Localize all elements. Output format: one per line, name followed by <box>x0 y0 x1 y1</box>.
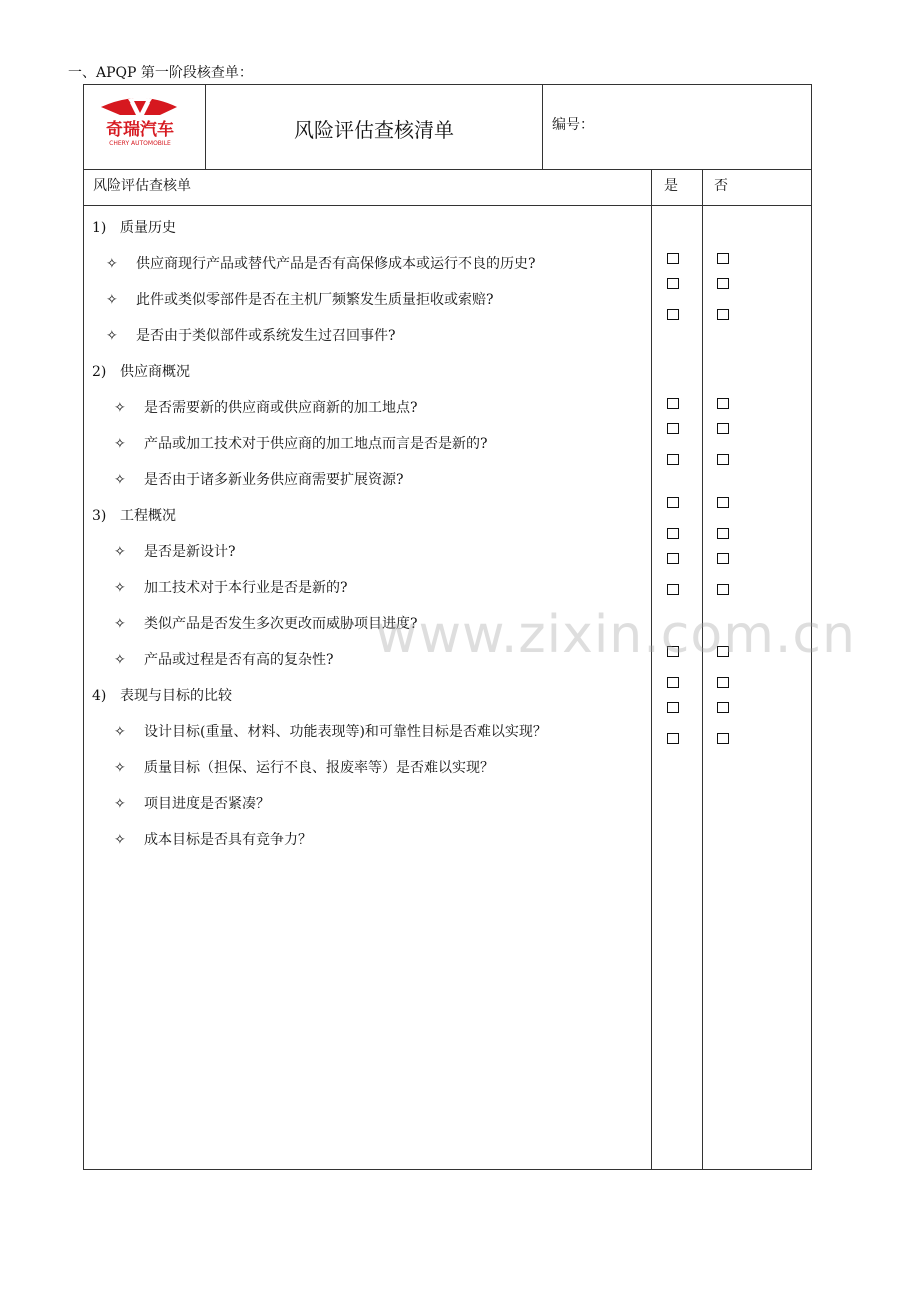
checklist-item <box>114 397 418 417</box>
checklist-item <box>114 829 312 849</box>
checklist-item <box>106 325 396 345</box>
yes-checkbox[interactable] <box>667 309 679 320</box>
diamond-bullet-icon: ✧ <box>114 400 126 416</box>
no-checkbox[interactable] <box>717 528 729 539</box>
checklist-item-text: 此件或类似零部件是否在主机厂频繁发生质量拒收或索赔? <box>136 292 494 308</box>
no-checkbox[interactable] <box>717 702 729 713</box>
no-checkbox[interactable] <box>717 733 729 744</box>
no-checkbox[interactable] <box>717 677 729 688</box>
yes-column-divider <box>651 169 652 1169</box>
yes-checkbox[interactable] <box>667 497 679 508</box>
checklist-item <box>114 577 348 597</box>
checklist-item <box>114 469 404 489</box>
diamond-bullet-icon: ✧ <box>114 652 126 668</box>
chery-emblem-icon <box>84 85 206 169</box>
checklist-item-text: 成本目标是否具有竞争力？ <box>144 832 312 848</box>
chery-logo <box>84 85 206 169</box>
diamond-bullet-icon: ✧ <box>114 796 126 812</box>
no-checkbox[interactable] <box>717 584 729 595</box>
section-number: 3) <box>92 508 107 524</box>
diamond-bullet-icon: ✧ <box>114 436 126 452</box>
section-title: 工程概况 <box>120 508 176 524</box>
yes-column-header: 是 <box>664 178 678 194</box>
checklist-item-text: 供应商现行产品或替代产品是否有高保修成本或运行不良的历史? <box>136 256 536 272</box>
diamond-bullet-icon: ✧ <box>114 616 126 632</box>
checklist-item-text: 加工技术对于本行业是否是新的? <box>144 580 348 596</box>
title-divider <box>542 85 543 169</box>
document-heading: 一、APQP 第一阶段核查单： <box>68 65 253 81</box>
section-number: 1) <box>92 220 107 236</box>
section-title: 供应商概况 <box>120 364 190 380</box>
checklist-item <box>114 541 236 561</box>
diamond-bullet-icon: ✧ <box>114 472 126 488</box>
diamond-bullet-icon: ✧ <box>114 724 126 740</box>
checklist-item <box>106 289 494 309</box>
yes-checkbox[interactable] <box>667 423 679 434</box>
checklist-item <box>106 253 536 273</box>
section-title: 表现与目标的比较 <box>120 688 232 704</box>
no-checkbox[interactable] <box>717 253 729 264</box>
checklist-item <box>114 757 494 777</box>
section-number: 2) <box>92 364 107 380</box>
checklist-column-header: 风险评估查核单 <box>93 178 191 194</box>
section-heading <box>92 217 176 237</box>
no-checkbox[interactable] <box>717 553 729 564</box>
yes-checkbox[interactable] <box>667 278 679 289</box>
no-checkbox[interactable] <box>717 423 729 434</box>
no-checkbox[interactable] <box>717 309 729 320</box>
diamond-bullet-icon: ✧ <box>114 580 126 596</box>
section-heading <box>92 505 176 525</box>
diamond-bullet-icon: ✧ <box>106 256 118 272</box>
yes-checkbox[interactable] <box>667 454 679 465</box>
checklist-item <box>114 649 334 669</box>
section-number: 4) <box>92 688 107 704</box>
checklist-item-text: 类似产品是否发生多次更改而威胁项目进度? <box>144 616 418 632</box>
yes-checkbox[interactable] <box>667 553 679 564</box>
diamond-bullet-icon: ✧ <box>114 760 126 776</box>
checklist-item <box>114 721 547 741</box>
checklist-item-text: 是否由于诸多新业务供应商需要扩展资源? <box>144 472 404 488</box>
yes-checkbox[interactable] <box>667 584 679 595</box>
number-label: 编号： <box>552 117 594 133</box>
checklist-item <box>114 613 418 633</box>
no-column-divider <box>702 169 703 1169</box>
yes-checkbox[interactable] <box>667 733 679 744</box>
yes-checkbox[interactable] <box>667 677 679 688</box>
checklist-item-text: 产品或过程是否有高的复杂性? <box>144 652 334 668</box>
no-checkbox[interactable] <box>717 278 729 289</box>
diamond-bullet-icon: ✧ <box>114 832 126 848</box>
checklist-item-text: 项目进度是否紧凑？ <box>144 796 270 812</box>
watermark: www.zixin.com.cn <box>375 605 856 665</box>
yes-checkbox[interactable] <box>667 528 679 539</box>
checklist-item-text: 设计目标(重量、材料、功能表现等)和可靠性目标是否难以实现？ <box>144 724 547 740</box>
section-heading <box>92 361 190 381</box>
checklist-item-text: 产品或加工技术对于供应商的加工地点而言是否是新的? <box>144 436 488 452</box>
checklist-item-text: 质量目标（担保、运行不良、报废率等）是否难以实现？ <box>144 760 494 776</box>
logo-brand-cn: 奇瑞汽车 <box>106 120 174 140</box>
form-title: 风险评估查核清单 <box>294 118 454 142</box>
checklist-item-text: 是否是新设计? <box>144 544 236 560</box>
checklist-item-text: 是否需要新的供应商或供应商新的加工地点? <box>144 400 418 416</box>
no-column-header: 否 <box>714 178 728 194</box>
yes-checkbox[interactable] <box>667 702 679 713</box>
checklist-item-text: 是否由于类似部件或系统发生过召回事件? <box>136 328 396 344</box>
no-checkbox[interactable] <box>717 497 729 508</box>
section-title: 质量历史 <box>120 220 176 236</box>
no-checkbox[interactable] <box>717 398 729 409</box>
diamond-bullet-icon: ✧ <box>106 292 118 308</box>
diamond-bullet-icon: ✧ <box>114 544 126 560</box>
logo-brand-en: CHERY AUTOMOBILE <box>109 140 171 147</box>
diamond-bullet-icon: ✧ <box>106 328 118 344</box>
yes-checkbox[interactable] <box>667 398 679 409</box>
checklist-item <box>114 433 488 453</box>
yes-checkbox[interactable] <box>667 253 679 264</box>
section-heading <box>92 685 232 705</box>
no-checkbox[interactable] <box>717 454 729 465</box>
checklist-item <box>114 793 270 813</box>
